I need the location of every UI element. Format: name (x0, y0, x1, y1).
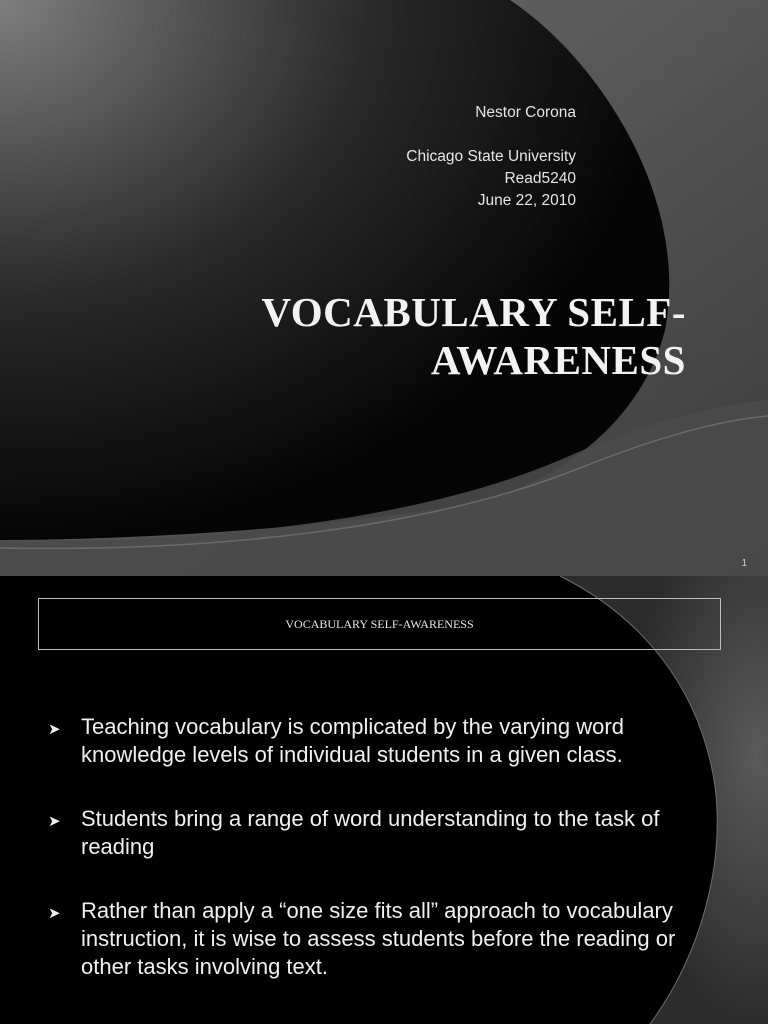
slide-title-line2: AWARENESS (430, 337, 686, 383)
arrow-bullet-icon: ➤ (48, 721, 61, 738)
slide-title (166, 288, 686, 384)
list-item (48, 897, 728, 981)
presentation-date: June 22, 2010 (477, 192, 576, 209)
bullet-text: Students bring a range of word understanding to the task of reading (81, 806, 660, 859)
slide-number: 1 (741, 558, 747, 569)
bullet-text: Rather than apply a “one size fits all” approach to vocabulary instruction, it is wise to assess students before the reading or other tasks involving text. (81, 898, 676, 979)
university-name: Chicago State University (406, 148, 576, 165)
content-slide-title-box (38, 598, 721, 650)
list-item (48, 713, 728, 769)
content-slide-title: VOCABULARY SELF-AWARENESS (285, 616, 474, 631)
presenter-info (406, 102, 576, 212)
content-slide (0, 576, 768, 1024)
list-item (48, 805, 728, 861)
bullet-text: Teaching vocabulary is complicated by the varying word knowledge levels of individual students in a given class. (81, 714, 624, 767)
bullet-list (48, 713, 728, 1017)
author-name: Nestor Corona (475, 104, 576, 121)
arrow-bullet-icon: ➤ (48, 813, 61, 830)
arrow-bullet-icon: ➤ (48, 905, 61, 922)
slide-title-line1: VOCABULARY SELF- (261, 289, 686, 335)
course-code: Read5240 (504, 170, 576, 187)
